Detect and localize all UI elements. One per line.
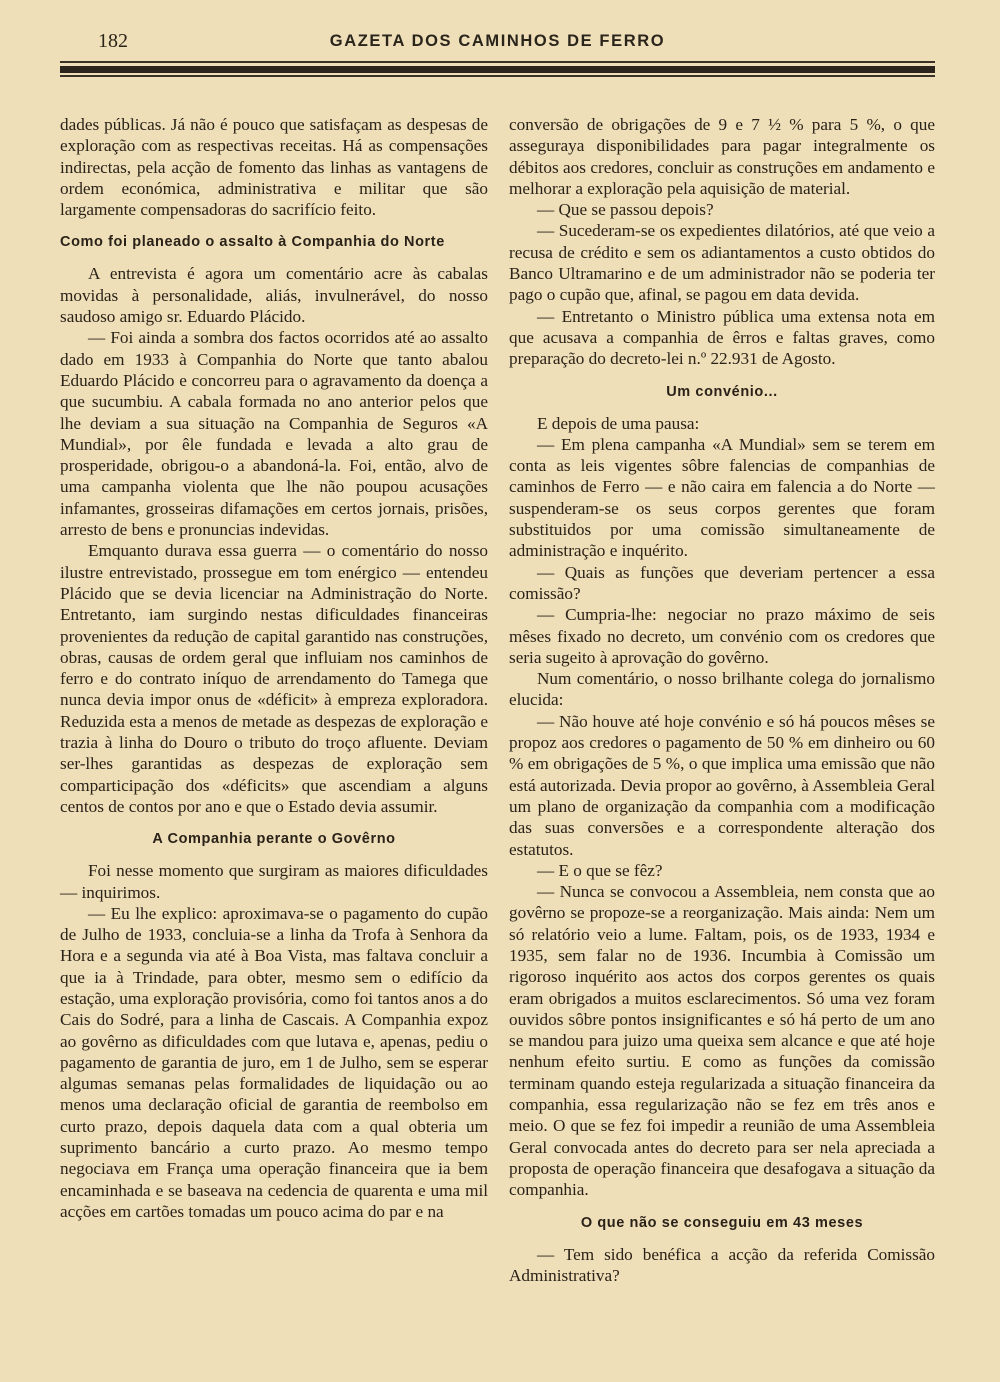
paragraph: — Eu lhe explico: aproximava-se o pagamento do cupão de Julho de 1933, concluia-se a linha da Trofa à Senhora da Hora e a segunda via até à Boa Vista, mas faltava concluir a que ia à Trindade, para obter, mesmo sem o edifício da estação, uma exploração provisória, como foi tantos anos a do Cais do Sodré, para a linha de Cascais. A Companhia expoz ao govêrno as dificuldades com que lutava e, apenas, pediu o pagamento de garantia de juro, em 1 de Julho, sem se esperar algumas semanas pelas formalidades de liquidação ou ao menos uma declaração oficial de garantia de reembolso em curto prazo, depois daquela data com a qual obteria um suprimento bancário a curto prazo. Ao mesmo tempo negociava em França uma operação financeira que ia bem encaminhada e se baseava na cedencia de quarenta e uma mil acções em cartões tomadas um pouco acima do par e na <box>60 903 488 1221</box>
paragraph: conversão de obrigações de 9 e 7 ½ % para 5 %, o que asseguraya disponibilidades para pagar integralmente os débitos aos credores, concluir as construções em andamento e melhorar a exploração pela aquisição de material. <box>509 115 935 198</box>
section-heading: Como foi planeado o assalto à Companhia do Norte <box>60 234 445 251</box>
paragraph: — Não houve até hoje convénio e só há poucos mêses se propoz aos credores o pagamento de 50 % em dinheiro ou 60 % em obrigações de 5 %, o que implica uma emissão que não está autorizada. Devia propor ao govêrno, à Assembleia Geral um plano de organização da companhia com a modificação das suas conversões e a correspondente alteração dos estatutos. <box>509 711 935 859</box>
left-column <box>60 114 488 1222</box>
paragraph: dades públicas. Já não é pouco que satisfaçam as despesas de exploração com as respectivas receitas. Há as compensações indirectas, pela acção de fomento das linhas as vantagens de ordem económica, administrativa e militar que são largamente compensadoras do sacrifício feito. <box>60 115 488 220</box>
header-rule-thick <box>60 66 935 73</box>
paragraph: A entrevista é agora um comentário acre às cabalas movidas à personalidade, aliás, invulnerável, do nosso saudoso amigo sr. Eduardo Plácido. <box>60 264 488 327</box>
paragraph: Foi nesse momento que surgiram as maiores dificuldades — inquirimos. <box>60 861 488 902</box>
header-rule-bottom <box>60 75 935 77</box>
paragraph: — Nunca se convocou a Assembleia, nem consta que ao govêrno se propoze-se a reorganização. Mais ainda: Nem um só relatório veio a lume. Faltam, pois, os de 1933, 1934 e 1935, sem falar no de 1936. Incumbia à Comissão um rigoroso inquérito aos actos dos corpos gerentes os quais eram obrigados a muitos esclarecimentos. Só uma vez foram ouvidos sôbre pontos insignificantes e só há perto de um ano se mandou para juizo uma queixa sem alcance e que até hoje nenhum efeito surtiu. E como as funções da comissão terminam quando esteja regularizada a situação financeira da companhia, essa regularização não se fez em três anos e meio. O que se fez foi impedir a reunião de uma Assembleia Geral convocada antes do decreto para ser nela apreciada a proposta de operação financeira que desafogava a situação da companhia. <box>509 882 935 1200</box>
paragraph: E depois de uma pausa: <box>537 413 700 433</box>
paragraph: — Em plena campanha «A Mundial» sem se terem em conta as leis vigentes sôbre falencias de companhias de caminhos de Ferro — e não caira em falencia a do Norte — suspenderam-se os seus corpos gerentes que foram substituidos por uma comissão simultaneamente de administração e inquérito. <box>509 434 935 561</box>
paragraph: — Sucederam-se os expedientes dilatórios, até que veio a recusa de crédito e sem os adiantamentos a custo obtidos do Banco Ultramarino e de um administrador não se poderia ter pago o cupão que, afinal, se pagou em data devida. <box>509 221 935 305</box>
paragraph: — Tem sido benéfica a acção da referida Comissão Administrativa? <box>509 1244 935 1285</box>
paragraph: Num comentário, o nosso brilhante colega do jornalismo elucida: <box>509 669 935 710</box>
paragraph: — E o que se fêz? <box>537 860 663 880</box>
paragraph: — Cumpria-lhe: negociar no prazo máximo de seis mêses fixado no decreto, um convénio com os credores que seria sugeito à aprovação do govêrno. <box>509 605 935 667</box>
page-number: 182 <box>98 30 128 52</box>
page-header <box>60 30 935 60</box>
section-heading: O que não se conseguiu em 43 meses <box>580 1214 864 1231</box>
paragraph: — Que se passou depois? <box>537 200 714 220</box>
journal-title: GAZETA DOS CAMINHOS DE FERRO <box>329 32 666 50</box>
paragraph: — Foi ainda a sombra dos factos ocorridos até ao assalto dado em 1933 à Companhia do Norte que tanto abalou Eduardo Plácido e concorreu para o agravamento da doença a que sucumbiu. A cabala formada no ano anterior pelos que lhe deviam a sua situação na Companhia de Seguros «A Mundial», por êle fundada e levada a alto grau de prosperidade, obrigou-o a abandoná-la. Foi, então, alvo de uma campanha violenta que lhe não poupou acusações infamantes, grosseiras difamações em certos jornais, prisões, arresto de bens e pronuncias indevidas. <box>60 328 488 540</box>
paragraph: — Entretanto o Ministro pública uma extensa nota em que acusava a companhia de êrros e faltas graves, como preparação do decreto-lei n.º 22.931 de Agosto. <box>509 306 935 369</box>
right-column <box>509 114 935 1286</box>
section-heading: Um convénio... <box>666 383 778 400</box>
header-rule-top <box>60 61 935 63</box>
section-heading: A Companhia perante o Govêrno <box>152 831 396 848</box>
paragraph: — Quais as funções que deveriam pertencer a essa comissão? <box>509 562 935 603</box>
paragraph: Emquanto durava essa guerra — o comentário do nosso ilustre entrevistado, prossegue em tom enérgico — entendeu Plácido que se devia licenciar na Administração do Norte. Entretanto, iam surgindo nestas dificuldades financeiras provenientes da redução de capital garantido nas construções, obras, causas de ordem geral que influiam nos caminhos de ferro e do contrato iníquo de arrendamento do Tamega que nunca devia impor onus de «déficit» à empreza exploradora. Reduzida esta a menos de metade as despezas de exploração e trazia à linha do Douro o tributo do troço afluente. Deviam ser-lhes garantidas as despezas de exploração sem comparticipação dos «déficits» que ascendiam a alguns centos de contos por ano e que o Estado devia assumir. <box>60 541 488 816</box>
